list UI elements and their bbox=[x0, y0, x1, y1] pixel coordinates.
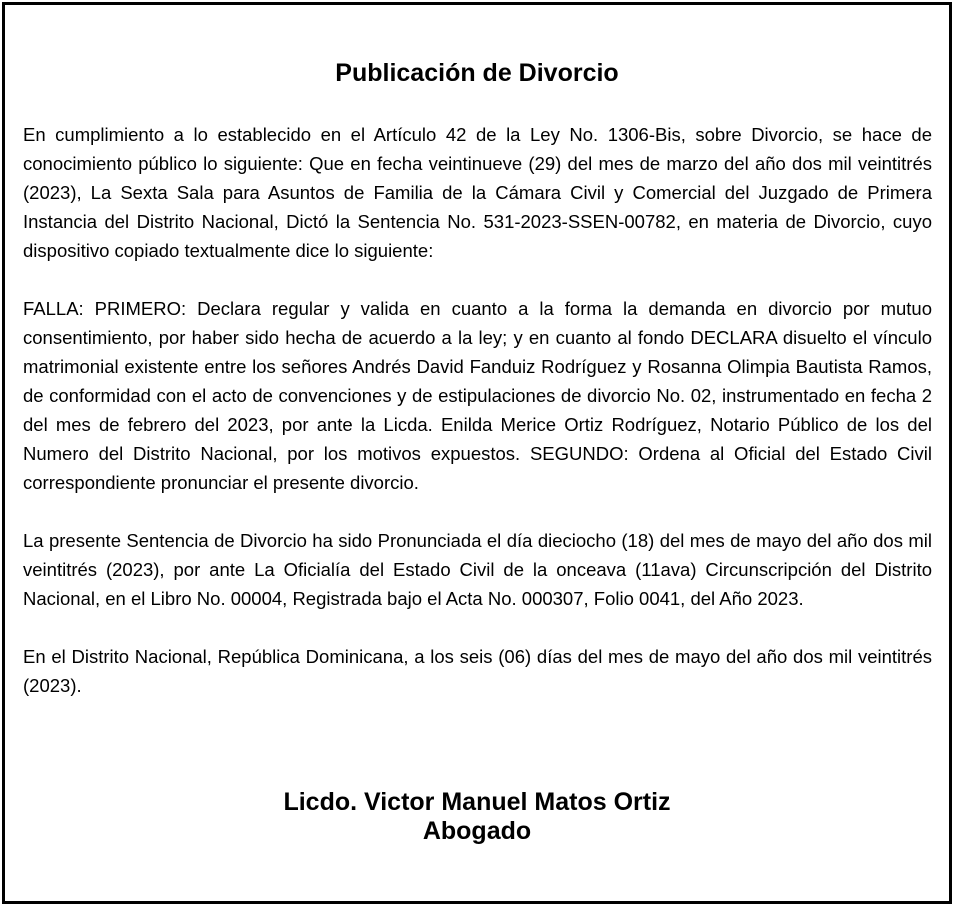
signature-name: Licdo. Victor Manuel Matos Ortiz bbox=[283, 788, 671, 816]
paragraph-preamble: En cumplimiento a lo establecido en el Artículo 42 de la Ley No. 1306-Bis, sobre Divorcio, se hace de conocimiento público lo siguiente: Que en fecha veintinueve (29) del mes de marzo del año dos mil veintitrés (2023), La Sexta Sala para Asuntos de Familia de la Cámara Civil y Comercial del Juzgado de Primera Instancia del Distrito Nacional, Dictó la Sentencia No. 531-2023-SSEN-00782, en materia de Divorcio, cuyo dispositivo copiado textualmente dice lo siguiente: bbox=[23, 124, 932, 261]
notice-title: Publicación de Divorcio bbox=[335, 59, 619, 87]
signature-role: Abogado bbox=[422, 817, 532, 845]
notice-body bbox=[23, 120, 932, 729]
notice-frame bbox=[2, 2, 952, 904]
signature-block bbox=[5, 788, 949, 846]
paragraph-place-date: En el Distrito Nacional, República Dominicana, a los seis (06) días del mes de mayo del año dos mil veintitrés (2023). bbox=[23, 646, 932, 696]
paragraph-registration: La presente Sentencia de Divorcio ha sido Pronunciada el día dieciocho (18) del mes de mayo del año dos mil veintitrés (2023), por ante La Oficialía del Estado Civil de la onceava (11ava) Circunscripción del Distrito Nacional, en el Libro No. 00004, Registrada bajo el Acta No. 000307, Folio 0041, del Año 2023. bbox=[23, 530, 932, 609]
paragraph-ruling: FALLA: PRIMERO: Declara regular y valida en cuanto a la forma la demanda en divorcio por mutuo consentimiento, por haber sido hecha de acuerdo a la ley; y en cuanto al fondo DECLARA disuelto el vínculo matrimonial existente entre los señores Andrés David Fanduiz Rodríguez y Rosanna Olimpia Bautista Ramos, de conformidad con el acto de convenciones y de estipulaciones de divorcio No. 02, instrumentado en fecha 2 del mes de febrero del 2023, por ante la Licda. Enilda Merice Ortiz Rodríguez, Notario Público de los del Numero del Distrito Nacional, por los motivos expuestos. SEGUNDO: Ordena al Oficial del Estado Civil correspondiente pronunciar el presente divorcio. bbox=[23, 298, 932, 493]
